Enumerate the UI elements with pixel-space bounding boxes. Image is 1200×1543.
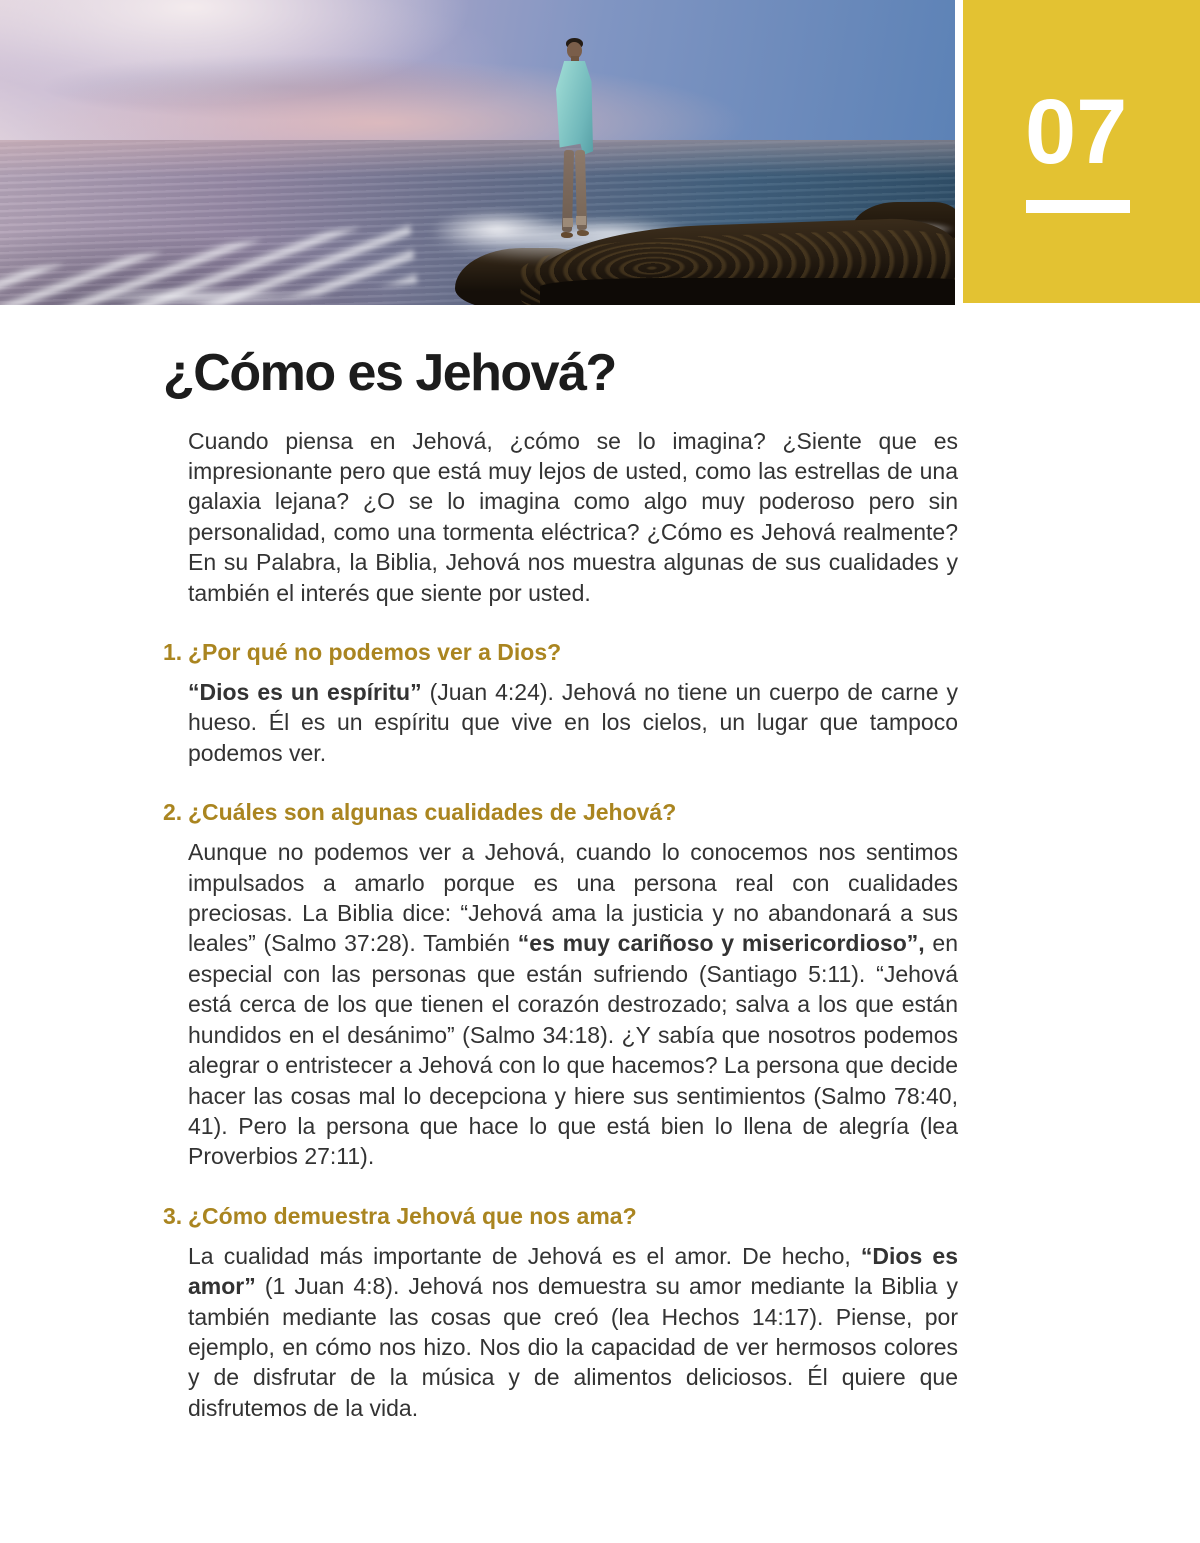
person-figure bbox=[545, 38, 605, 248]
person-cuff-left bbox=[563, 218, 573, 227]
question-text: ¿Cómo demuestra Jehová que nos ama? bbox=[188, 1202, 637, 1229]
person-cuff-right bbox=[576, 216, 586, 225]
text-segment: en especial con las personas que están sufriendo (Santiago 5:11). “Jehová está cerca de los que tienen el corazón destrozado; salva a los que están hundidos en el desánimo” (Salmo 34:18). ¿Y sabía que nosotros podemos alegrar o entristecer a Jehová con lo que hacemos? La persona que decide hacer las cosas mal lo decepciona y hiere sus sentimientos (Salmo 78:40, 41). Pero la persona que hace lo que está bien lo llena de alegría (lea Proverbios 27:11). bbox=[188, 930, 958, 1170]
text-segment: La cualidad más importante de Jehová es el amor. De hecho, bbox=[188, 1242, 861, 1269]
hero-photo bbox=[0, 0, 955, 305]
bold-scripture-quote: “es muy cariñoso y misericordioso”, bbox=[517, 930, 925, 957]
question-number: 1. bbox=[163, 639, 183, 666]
intro-paragraph: Cuando piensa en Jehová, ¿cómo se lo imagina? ¿Siente que es impresionante pero que está muy lejos de usted, como las estrellas de una galaxia lejana? ¿O se lo imagina como algo muy poderoso pero sin personalidad, como una tormenta eléctrica? ¿Cómo es Jehová realmente? En su Palabra, la Biblia, Jehová nos muestra algunas de sus cualidades y también el interés que siente por usted. bbox=[188, 427, 958, 606]
wave-foam-bottom bbox=[30, 286, 370, 305]
answer-paragraph-1 bbox=[188, 677, 958, 768]
question-section-2 bbox=[163, 798, 958, 1171]
lesson-number-underline bbox=[1026, 200, 1130, 213]
question-section-1 bbox=[163, 638, 958, 768]
question-heading-1 bbox=[163, 638, 958, 666]
text-segment: (1 Juan 4:8). Jehová nos demuestra su amor mediante la Biblia y también mediante las cosas que creó (lea Hechos 14:17). Piense, por ejemplo, en cómo nos hizo. Nos dio la capacidad de ver hermosos colores y de disfrutar de la música y de alimentos deliciosos. Él quiere que disfrutemos de la vida. bbox=[188, 1273, 958, 1421]
person-foot-right bbox=[577, 230, 589, 236]
question-number: 2. bbox=[163, 799, 183, 826]
question-text: ¿Cuáles son algunas cualidades de Jehová? bbox=[188, 799, 677, 826]
person-foot-left bbox=[561, 232, 573, 238]
question-heading-3 bbox=[163, 1202, 958, 1230]
bold-scripture-quote: “Dios es amor” bbox=[188, 1242, 958, 1300]
person-shirt bbox=[556, 61, 593, 155]
question-heading-2 bbox=[163, 798, 958, 826]
question-section-3 bbox=[163, 1202, 958, 1423]
answer-paragraph-2 bbox=[188, 837, 958, 1171]
bold-scripture-quote: “Dios es un espíritu” bbox=[188, 679, 422, 706]
page-title: ¿Cómo es Jehová? bbox=[163, 344, 616, 402]
question-number: 3. bbox=[163, 1202, 183, 1229]
text-segment: Aunque no podemos ver a Jehová, cuando lo conocemos nos sentimos impulsados a amarlo porque es una persona real con cualidades preciosas. La Biblia dice: “Jehová ama la justicia y no abandonará a sus leales” (Salmo 37:28). También bbox=[188, 839, 958, 957]
article bbox=[163, 305, 958, 1453]
lesson-number: 07 bbox=[1025, 81, 1128, 183]
answer-paragraph-3 bbox=[188, 1241, 958, 1423]
sunset-sky bbox=[0, 0, 955, 150]
lesson-badge bbox=[963, 0, 1200, 303]
text-segment: (Juan 4:24). Jehová no tiene un cuerpo de carne y hueso. Él es un espíritu que vive en los cielos, un lugar que tampoco podemos ver. bbox=[188, 679, 958, 766]
question-text: ¿Por qué no podemos ver a Dios? bbox=[188, 639, 562, 666]
coastal-rock-base bbox=[540, 278, 955, 305]
